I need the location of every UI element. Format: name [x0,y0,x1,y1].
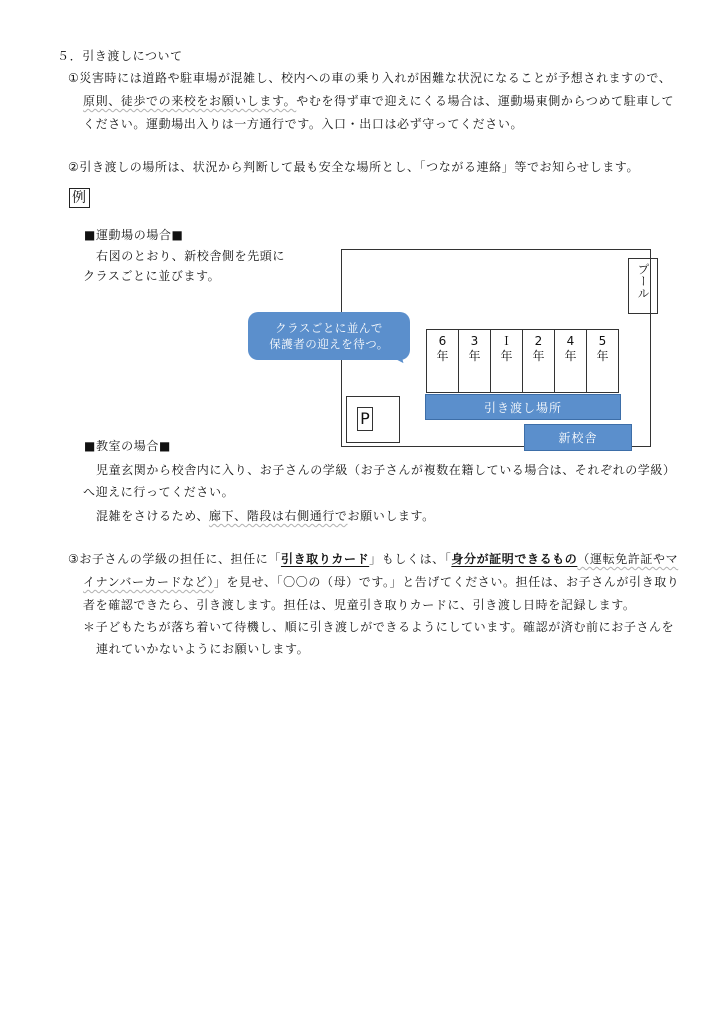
handover-area: 引き渡し場所 [425,394,621,420]
parking-area [346,396,400,443]
playground-line2: クラスごとに並びます。 [83,269,221,283]
p3-l2-underlined: イナンバーカードなど） [83,575,214,589]
class-col-1 [427,330,459,392]
class-col-6 [587,330,618,392]
class-num: 3 [470,334,479,348]
p3-line5: 連れていかないようにお願いします。 [96,642,310,656]
p3-l1-c: （運転免許証やマ [577,552,679,566]
class-col-5 [555,330,587,392]
playground-heading: ■運動場の場合■ [84,228,184,242]
p3-l1-b: 」もしくは、「 [369,552,452,566]
class-num: Ｉ [500,334,513,348]
class-suffix: 年 [436,349,449,363]
p2-text: ②引き渡しの場所は、状況から判断して最も安全な場所とし、「つながる連絡」等でお知らせします。 [68,160,640,174]
class-col-4 [523,330,555,392]
pool-box [628,258,658,314]
class-suffix: 年 [500,349,513,363]
classroom-line3-pre: 混雑をさけるため、 [96,509,209,523]
classroom-line3-underlined: 廊下、階段は右側通行で [208,509,348,523]
p3-line3: 者を確認できたら、引き渡します。担任は、児童引き取りカードに、引き渡し日時を記録します。 [83,598,636,612]
parking-icon: P [357,407,373,431]
class-suffix: 年 [596,349,609,363]
p3-line2 [83,574,679,590]
p1-line3: ください。運動場出入りは一方通行です。入口・出口は必ず守ってください。 [83,117,524,131]
class-rows [426,329,619,393]
callout-line2: 保護者の迎えを待つ。 [269,337,389,351]
new-building: 新校舎 [524,424,632,451]
class-suffix: 年 [468,349,481,363]
class-num: 6 [438,334,447,348]
playground-line1: 右図のとおり、新校舎側を先頭に [96,249,286,263]
class-suffix: 年 [532,349,545,363]
p3-l2-rest: 」を見せ、「〇〇の（母）です。」と告げてください。担任は、お子さんが引き取り [213,575,680,589]
class-col-2 [459,330,491,392]
p3-line1 [68,551,678,567]
classroom-line2: へ迎えに行ってください。 [83,485,235,499]
classroom-line3 [96,508,435,524]
callout-line1: クラスごとに並んで [275,321,383,335]
p1-line1: ①災害時には道路や駐車場が混雑し、校内への車の乗り入れが困難な状況になることが予想されますので、 [68,71,672,85]
class-num: 4 [566,334,575,348]
section-title: ５．引き渡しについて [57,49,183,63]
p1-line2-rest: やむを得ず車で迎えにくる場合は、運動場東側からつめて駐車して [296,94,675,108]
pool-label: プール [636,263,650,299]
p1-line2-underlined: 原則、徒歩での来校をお願いします。 [83,94,297,108]
p3-id-text: 身分が証明できるもの [451,552,578,566]
p1-line2 [83,93,674,109]
classroom-heading: ■教室の場合■ [84,439,171,453]
class-col-3 [491,330,523,392]
classroom-line1: 児童玄関から校舎内に入り、お子さんの学級（お子さんが複数在籍している場合は、それぞれの学級） [96,463,676,477]
class-suffix: 年 [564,349,577,363]
class-num: 5 [598,334,607,348]
p3-line4: ＊子どもたちが落ち着いて待機し、順に引き渡しができるようにしています。確認が済む前にお子さんを [83,620,675,634]
p3-card-text: 引き取りカード [280,552,370,566]
p3-l1-a: ③お子さんの学級の担任に、担任に「 [68,552,281,566]
example-label: 例 [69,188,90,208]
classroom-line3-post: お願いします。 [347,509,435,523]
class-num: 2 [534,334,543,348]
callout-bubble [248,312,410,360]
